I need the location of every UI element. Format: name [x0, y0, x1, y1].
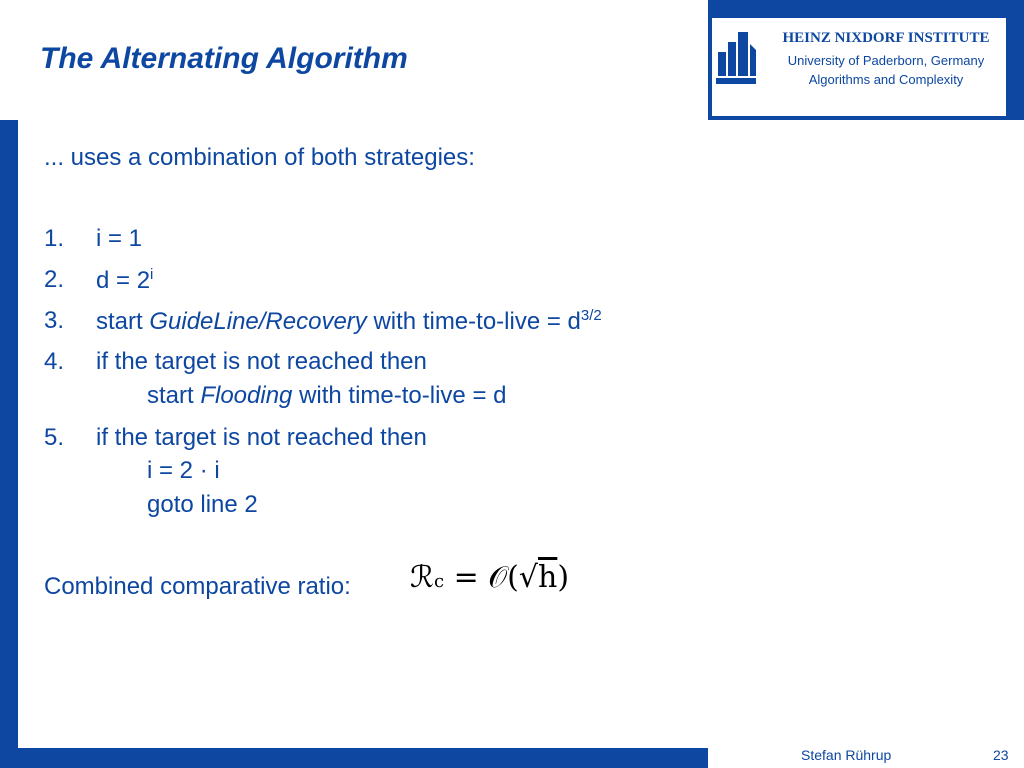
step-number-3: 3. — [44, 307, 65, 334]
ratio-label: Combined comparative ratio: — [44, 573, 351, 600]
research-group: Algorithms and Complexity — [808, 72, 964, 87]
step-5: if the target is not reached then — [96, 424, 427, 451]
left-accent-bar — [0, 120, 18, 768]
step-5-update: i = 2 · i — [147, 457, 220, 484]
step-4-action: start Flooding with time-to-live = d — [147, 382, 507, 409]
step-number-5: 5. — [44, 424, 65, 451]
step-4: if the target is not reached then — [96, 348, 427, 375]
step-number-1: 1. — [44, 225, 65, 252]
step-1: i = 1 — [96, 225, 143, 252]
step-number-2: 2. — [44, 266, 65, 293]
step-2: $d = 2^i$ — [96, 266, 154, 294]
page-number: 23 — [993, 747, 1009, 763]
institute-logo-icon — [714, 30, 758, 86]
university-name: University of Paderborn, Germany — [787, 53, 985, 68]
step-number-4: 4. — [44, 348, 65, 375]
bottom-accent-bar — [0, 748, 708, 768]
ratio-formula: ℛc = 𝒪(√h) — [410, 560, 570, 595]
step-3: start GuideLine/Recovery with time-to-live = $d^{3/2}$ — [96, 307, 602, 335]
slide-title: The Alternating Algorithm — [40, 42, 408, 75]
intro-text: ... uses a combination of both strategies: — [44, 144, 475, 171]
step-5-goto: goto line 2 — [147, 491, 258, 518]
institute-name: HEINZ NIXDORF INSTITUTE — [782, 30, 990, 46]
footer-author: Stefan Rührup — [801, 747, 892, 763]
